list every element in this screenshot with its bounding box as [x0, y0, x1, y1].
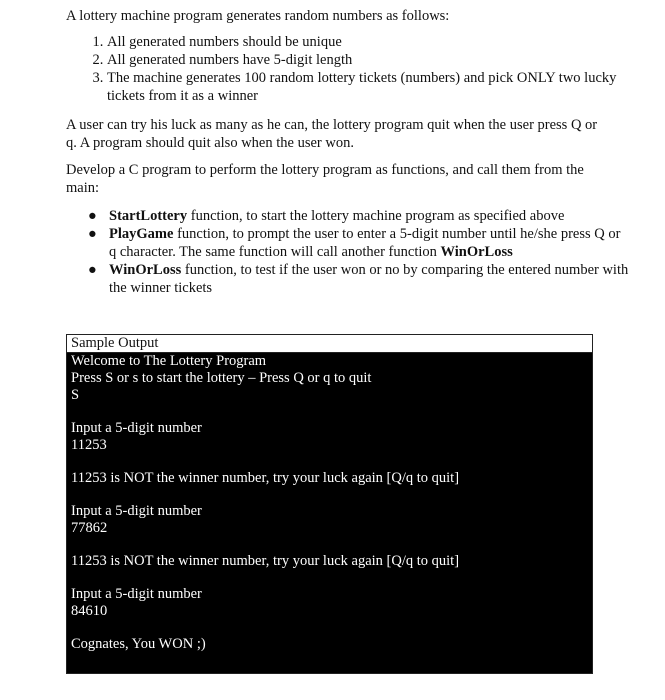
function-description: function, to start the lottery machine program as specified above	[187, 208, 565, 224]
function-item	[88, 225, 629, 261]
requirement-item: 3. The machine generates 100 random lottery tickets (numbers) and pick ONLY two lucky tickets from it as a winner	[107, 69, 647, 105]
console-line: Welcome to The Lottery Program	[71, 353, 267, 369]
console-line: 11253	[71, 437, 107, 453]
function-name: StartLottery	[109, 208, 188, 224]
function-name: PlayGame	[109, 226, 174, 242]
requirement-item: 2. All generated numbers have 5-digit length	[107, 51, 647, 69]
develop-paragraph: Develop a C program to perform the lottery program as functions, and call them from the main:	[66, 162, 584, 196]
console-blank-line	[71, 620, 588, 636]
console-line: Input a 5-digit number	[71, 586, 202, 602]
function-description: function, to test if the user won or no by comparing the entered number with the winner tickets	[109, 262, 629, 296]
console-blank-line	[71, 570, 588, 586]
function-item	[88, 261, 629, 297]
function-description: function, to prompt the user to enter a 5-digit number until he/she press Q or q character. The same function will call another function	[109, 226, 621, 260]
function-name-reference: WinOrLoss	[440, 244, 513, 260]
console-blank-line	[71, 404, 588, 420]
console-blank-line	[71, 487, 588, 503]
bullet-icon: ●	[88, 208, 97, 224]
console-blank-line	[71, 537, 588, 553]
quit-paragraph: A user can try his luck as many as he can, the lottery program quit when the user press Q or q. A program should quit also when the user won.	[66, 117, 598, 151]
requirements-list	[66, 33, 647, 105]
functions-list	[66, 207, 629, 297]
console-line: Input a 5-digit number	[71, 503, 202, 519]
console-line: Cognates, You WON ;)	[71, 636, 206, 652]
console-blank-line	[71, 454, 588, 470]
console-output	[67, 353, 592, 673]
console-line: 11253 is NOT the winner number, try your luck again [Q/q to quit]	[71, 470, 460, 486]
function-item	[88, 207, 629, 225]
function-name: WinOrLoss	[109, 262, 182, 278]
console-line: Input a 5-digit number	[71, 420, 202, 436]
console-line: 11253 is NOT the winner number, try your luck again [Q/q to quit]	[71, 553, 460, 569]
console-line: 77862	[71, 520, 108, 536]
intro-text: A lottery machine program generates random numbers as follows:	[66, 8, 450, 24]
bullet-icon: ●	[88, 262, 97, 278]
sample-output-box	[66, 334, 593, 674]
sample-output-header: Sample Output	[67, 335, 592, 353]
console-line: S	[71, 387, 80, 403]
console-line: 84610	[71, 603, 108, 619]
bullet-icon: ●	[88, 226, 97, 242]
console-line: Press S or s to start the lottery – Press Q or q to quit	[71, 370, 372, 386]
requirement-item: 1. All generated numbers should be unique	[107, 33, 647, 51]
